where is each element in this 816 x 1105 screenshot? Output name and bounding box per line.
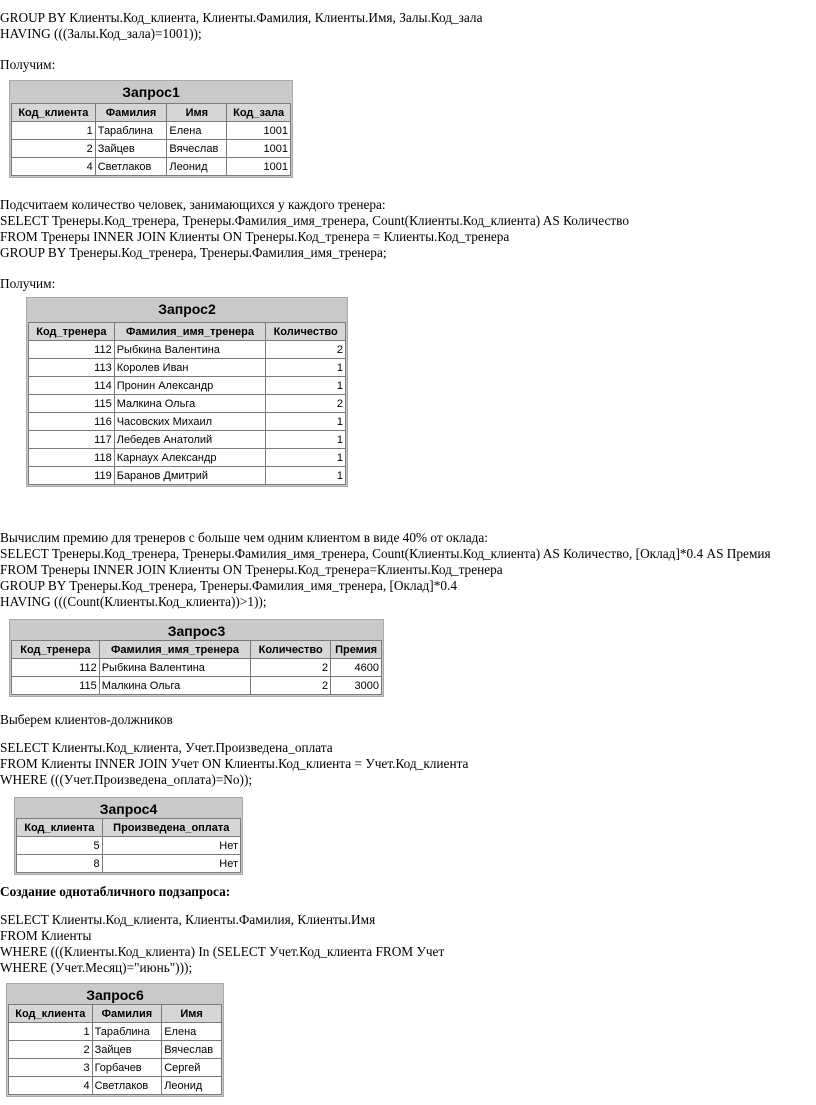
table-cell: 117	[29, 431, 115, 449]
column-header: Фамилия_имя_тренера	[99, 641, 251, 659]
table-cell: Сергей	[162, 1059, 222, 1077]
table-row	[17, 837, 241, 855]
table-row	[29, 413, 346, 431]
table-cell: 2	[9, 1041, 93, 1059]
table-row	[12, 659, 382, 677]
table-row	[29, 431, 346, 449]
column-header: Количество	[251, 641, 331, 659]
table-row	[29, 449, 346, 467]
table-cell: Баранов Дмитрий	[114, 467, 266, 485]
table-cell: 1001	[227, 140, 291, 158]
table-cell: Рыбкина Валентина	[114, 341, 266, 359]
section-heading: Создание однотабличного подзапроса:	[0, 884, 231, 899]
sql-line: WHERE (((Клиенты.Код_клиента) In (SELECT Учет.Код_клиента FROM Учет	[0, 944, 445, 959]
table-cell: Карнаух Александр	[114, 449, 266, 467]
table-row	[9, 1041, 222, 1059]
column-header: Премия	[331, 641, 382, 659]
column-header: Произведена_оплата	[102, 819, 240, 837]
sql-line: HAVING (((Залы.Код_зала)=1001));	[0, 26, 202, 41]
table-cell: Елена	[162, 1023, 222, 1041]
query-result-table	[9, 80, 293, 178]
table-cell: 115	[29, 395, 115, 413]
paragraph-text: Получим:	[0, 276, 56, 291]
sql-line: HAVING (((Count(Клиенты.Код_клиента))>1));	[0, 594, 267, 609]
table-cell: Вячеслав	[162, 1041, 222, 1059]
table-cell: 1001	[227, 122, 291, 140]
table-cell: 1	[266, 377, 346, 395]
table-cell: Малкина Ольга	[99, 677, 251, 695]
table-cell: 115	[12, 677, 100, 695]
column-header: Имя	[162, 1005, 222, 1023]
table-cell: 4	[9, 1077, 93, 1095]
table-cell: 2	[266, 341, 346, 359]
sql-line: SELECT Клиенты.Код_клиента, Клиенты.Фамилия, Клиенты.Имя	[0, 912, 376, 927]
table-title: Запрос6	[86, 987, 144, 1003]
table-cell: Лебедев Анатолий	[114, 431, 266, 449]
column-header: Код_тренера	[12, 641, 100, 659]
table-cell: 4600	[331, 659, 382, 677]
sql-line: WHERE (Учет.Месяц)="июнь")));	[0, 960, 193, 975]
table-cell: 4	[12, 158, 96, 176]
sql-line: FROM Клиенты INNER JOIN Учет ON Клиенты.Код_клиента = Учет.Код_клиента	[0, 756, 469, 771]
table-cell: 2	[251, 677, 331, 695]
table-cell: 112	[12, 659, 100, 677]
table-cell: Елена	[167, 122, 227, 140]
table-row	[12, 140, 291, 158]
column-header: Фамилия_имя_тренера	[114, 323, 266, 341]
table-row	[9, 1023, 222, 1041]
paragraph-text: Выберем клиентов-должников	[0, 712, 173, 727]
sql-line: FROM Тренеры INNER JOIN Клиенты ON Тренеры.Код_тренера = Клиенты.Код_тренера	[0, 229, 510, 244]
table-cell: 1	[266, 359, 346, 377]
query-result-table	[6, 983, 224, 1097]
table-cell: Леонид	[162, 1077, 222, 1095]
table-cell: 1	[266, 431, 346, 449]
paragraph-text: Получим:	[0, 57, 56, 72]
table-row	[29, 395, 346, 413]
table-row	[12, 122, 291, 140]
table-cell: 113	[29, 359, 115, 377]
sql-line: SELECT Тренеры.Код_тренера, Тренеры.Фамилия_имя_тренера, Count(Клиенты.Код_клиента) AS Количество	[0, 213, 630, 228]
table-cell: Светлаков	[92, 1077, 162, 1095]
table-cell: 8	[17, 855, 103, 873]
table-cell: 118	[29, 449, 115, 467]
table-title: Запрос4	[99, 801, 158, 817]
column-header: Код_зала	[227, 104, 291, 122]
table-row	[29, 377, 346, 395]
table-cell: Вячеслав	[167, 140, 227, 158]
query-result-table	[14, 797, 243, 875]
column-header: Имя	[167, 104, 227, 122]
table-cell: 119	[29, 467, 115, 485]
table-cell: 116	[29, 413, 115, 431]
table-cell: Королев Иван	[114, 359, 266, 377]
table-cell: 5	[17, 837, 103, 855]
table-cell: 1	[9, 1023, 93, 1041]
table-cell: 2	[12, 140, 96, 158]
table-cell: Рыбкина Валентина	[99, 659, 251, 677]
table-row	[29, 341, 346, 359]
table-row	[17, 855, 241, 873]
sql-line: SELECT Тренеры.Код_тренера, Тренеры.Фамилия_имя_тренера, Count(Клиенты.Код_клиента) AS Количество, [Оклад]*0.4 AS Премия	[0, 546, 771, 561]
paragraph-text: Подсчитаем количество человек, занимающихся у каждого тренера:	[0, 197, 386, 212]
table-row	[9, 1077, 222, 1095]
table-cell: Светлаков	[95, 158, 167, 176]
table-cell: Малкина Ольга	[114, 395, 266, 413]
sql-line: GROUP BY Клиенты.Код_клиента, Клиенты.Фамилия, Клиенты.Имя, Залы.Код_зала	[0, 10, 483, 25]
table-row	[9, 1059, 222, 1077]
table-cell: Тараблина	[95, 122, 167, 140]
table-row	[12, 158, 291, 176]
column-header: Код_клиента	[17, 819, 103, 837]
sql-line: GROUP BY Тренеры.Код_тренера, Тренеры.Фамилия_имя_тренера;	[0, 245, 387, 260]
table-cell: Нет	[102, 837, 240, 855]
table-cell: Тараблина	[92, 1023, 162, 1041]
table-title: Запрос2	[158, 301, 216, 317]
table-cell: 1	[266, 467, 346, 485]
table-title: Запрос1	[122, 84, 180, 100]
column-header: Код_клиента	[12, 104, 96, 122]
sql-line: FROM Тренеры INNER JOIN Клиенты ON Тренеры.Код_тренера=Клиенты.Код_тренера	[0, 562, 503, 577]
sql-line: WHERE (((Учет.Произведена_оплата)=No));	[0, 772, 253, 787]
table-cell: 112	[29, 341, 115, 359]
table-cell: 2	[266, 395, 346, 413]
table-cell: 2	[251, 659, 331, 677]
table-row	[29, 359, 346, 377]
sql-line: GROUP BY Тренеры.Код_тренера, Тренеры.Фамилия_имя_тренера, [Оклад]*0.4	[0, 578, 457, 593]
table-cell: Часовских Михаил	[114, 413, 266, 431]
table-cell: Леонид	[167, 158, 227, 176]
table-cell: Зайцев	[92, 1041, 162, 1059]
paragraph-text: Вычислим премию для тренеров с больше чем одним клиентом в виде 40% от оклада:	[0, 530, 488, 545]
query-result-table	[26, 297, 348, 487]
sql-line: FROM Клиенты	[0, 928, 92, 943]
column-header: Фамилия	[95, 104, 167, 122]
sql-line: SELECT Клиенты.Код_клиента, Учет.Произведена_оплата	[0, 740, 333, 755]
table-cell: Нет	[102, 855, 240, 873]
table-row	[12, 677, 382, 695]
table-cell: 3000	[331, 677, 382, 695]
table-cell: 1	[266, 413, 346, 431]
query-result-table	[9, 619, 384, 697]
table-cell: 114	[29, 377, 115, 395]
table-title: Запрос3	[167, 623, 226, 639]
column-header: Количество	[266, 323, 346, 341]
table-cell: Горбачев	[92, 1059, 162, 1077]
column-header: Код_клиента	[9, 1005, 93, 1023]
table-cell: Пронин Александр	[114, 377, 266, 395]
table-cell: 1	[266, 449, 346, 467]
table-cell: 3	[9, 1059, 93, 1077]
table-cell: 1001	[227, 158, 291, 176]
column-header: Код_тренера	[29, 323, 115, 341]
table-cell: 1	[12, 122, 96, 140]
column-header: Фамилия	[92, 1005, 162, 1023]
table-cell: Зайцев	[95, 140, 167, 158]
table-row	[29, 467, 346, 485]
